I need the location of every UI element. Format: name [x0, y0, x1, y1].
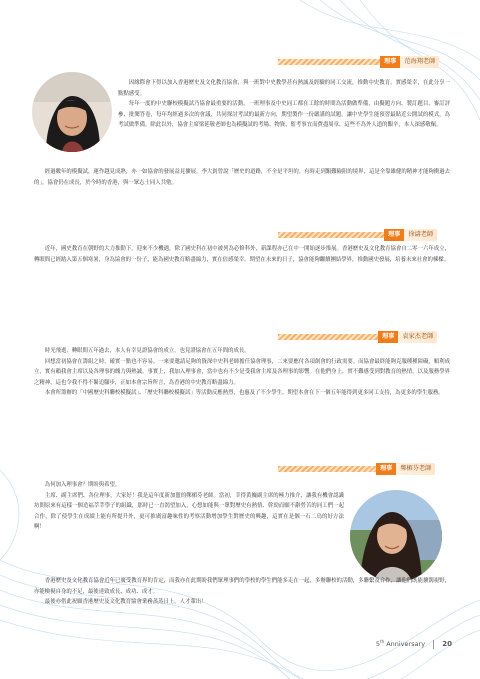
section-text: [34, 480, 344, 533]
anniversary-text: Anniversary: [386, 640, 426, 649]
role-label: 理事: [384, 229, 404, 241]
paragraph: 時光飛逝，轉眼間五年過去，本人有幸見證協會的成立，也見證協會在五年間的成長。: [44, 348, 250, 354]
role-label: 理事: [380, 56, 400, 68]
role-label: 理事: [378, 331, 398, 343]
anniversary-suffix: th: [380, 639, 385, 645]
page-footer: [376, 639, 452, 649]
paragraph: 本會所籌辦的「中國歷史科聯校模擬試」、「歷史科聯校模擬試」等活動反應熱烈，也惠及了不少學生。期望本會在下一個五年能得到更多同工支持，為更多的學生服務。: [44, 390, 444, 397]
footer-divider: [433, 640, 434, 649]
section-tag: [384, 229, 437, 241]
paragraph: 經過數年的模擬試，運作越見成熟，亦一如協會的發展益見擴展。李大釗曾說「歷史的道路，不全是平坦的。有時走到艱難險阻的境界，這是全靠雄健的精神才能夠衝過去的」，協會仍在成長，於今時的香港，與一眾志士同人共勉。: [34, 169, 450, 186]
teacher-name: 范海翔老師: [404, 58, 436, 65]
paragraph: 主席、副主席們、各位理事，大家好！我是這年度新加盟的鄭楣芬老師。當初，幸得黃巍副主席的極力推介，讓我有機會認識坊間原來有這樣一個造福莘莘學子的組織，那時已一直渴望加入，心想如能與一眾對歷史有熱情、幹勁而願不辭勞苦的同工們一起合作，除了使學生在成績上能有所提升外，更可推廣富趣味性的考察活動增加學生對歷史的興趣，這實在是個一石二鳥的好方法啊！: [34, 492, 344, 531]
page-number: 20: [442, 640, 452, 649]
section-tag: [378, 331, 437, 343]
role-label: 理事: [376, 463, 396, 475]
paragraph: 每年一度的中史聯校模擬試乃協會最重要的活動，一班理事及中史同工都在工餘的時間為活動做準備，由擬題方向、製訂題目、審訂評參、批閱答卷，每年均經過多次的會議，共同探討考試的最新方向，期望製作一份嚴謹的試題，讓中史學生能預習最貼近公開試的模式，為考試做準備。除此以外，協會主席梁延敬老師也為模擬試的考場、物資、監考事宜而費盡周章，這些不為外人道的艱辛，本人深感敬佩。: [118, 101, 450, 129]
section-text: [34, 167, 450, 188]
paragraph: 最後亦借此祝願香港歷史及文化教育協會業務蒸蒸日上，人才輩出！: [44, 599, 207, 606]
portrait-photo: [32, 72, 112, 152]
section-text: [34, 346, 450, 399]
section-text: [34, 576, 450, 608]
portrait-photo: [350, 490, 442, 582]
section-divider: [278, 466, 376, 472]
section-divider: [278, 59, 388, 65]
paragraph: 為何加入理事會？期盼與希望。: [44, 482, 121, 488]
section-divider: [278, 334, 388, 340]
paragraph: 近年，國史教育在朝野的大力推動下，迎來不少機遇，除了國史科在初中被列為必修科外，新課程亦已在中一開始逐步推展。香港歷史及文化教育協會自二零一六年成立，轉眼間已經踏入第五個寒暑，身為協會的一份子，能為國史教育略盡綿力，實在倍感榮幸。期望在未來的日子，協會能夠繼續團結學界，推動國史發展，培養未來社會的棟樑。: [34, 246, 450, 263]
section-text: [34, 244, 450, 265]
paragraph: 香港歷史及文化教育協會近年已廣受教育界的肯定，而我亦在此期盼我們眾理事們的學校的學生們能多走在一起，多辦聯校的活動，多聯繫及合作，讓他們既能擴闊視野，亦能檢視自身的不足，最後達致成長、成功、成才。: [34, 578, 450, 595]
section-tag: [380, 56, 439, 68]
paragraph: 回想當初協會在籌組之時，確實一點也不容易。一來要邀請足夠的資深中史科老師擔任協會理事，二來要應付各項創會的行政需要。而協會最終能夠克服種種障礙，順利成立，實有賴我會主席以及各理事的魄力與熱誠。事實上，我加入理事會，當中也有不少是受我會主席及各理事的影響。在他們身上，實不難感受到對教育的熱情，以及服務學界之精神，這也令我不得不緊追腳步，正如本會宗旨所言，為香港的中史教育略盡綿力。: [34, 358, 450, 386]
teacher-name: 鄭楣芬老師: [400, 465, 432, 472]
section-text: [118, 78, 450, 131]
section-tag: [376, 463, 435, 475]
teacher-name: 徐濤老師: [408, 231, 434, 238]
teacher-name: 袁家杰老師: [402, 333, 434, 340]
anniversary-number: 5: [375, 640, 380, 649]
section-divider: [278, 232, 388, 238]
paragraph: 因緣際會下得以加入香港歷史及文化教育協會，與一班對中史教學甚有熱誠及經驗的同工交流，推動中史教育，實感榮幸，在此分享一點點感受。: [118, 80, 450, 97]
